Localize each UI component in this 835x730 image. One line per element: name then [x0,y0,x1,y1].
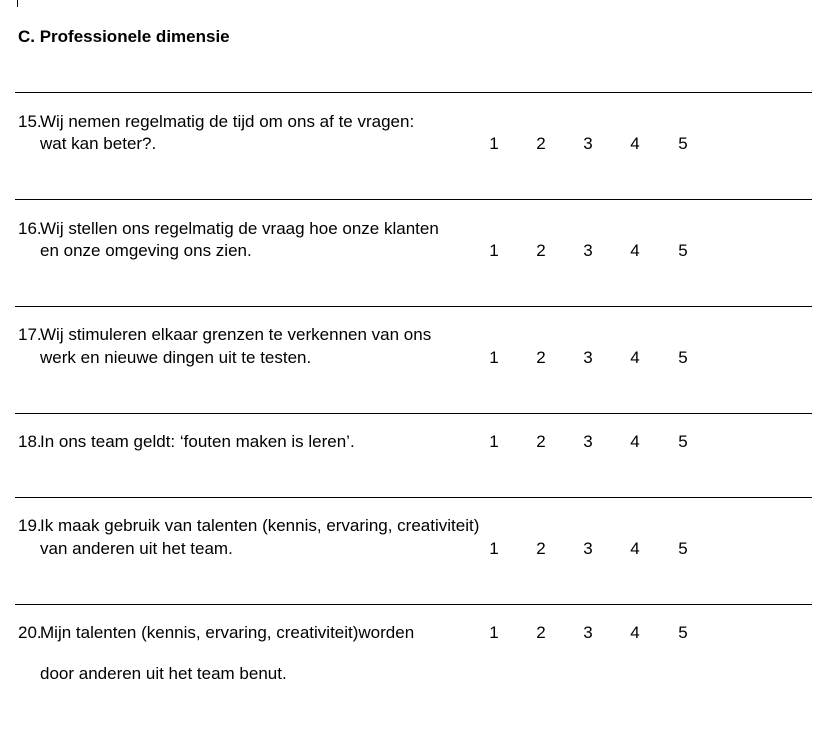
question-text-line2: wat kan beter?. [40,134,157,153]
rating-option-5[interactable]: 5 [678,432,688,451]
divider [15,604,812,605]
text-cursor-mark [17,0,18,7]
question-number: 15. [18,112,42,131]
rating-option-3[interactable]: 3 [583,241,593,260]
rating-option-4[interactable]: 4 [630,623,640,642]
rating-option-1[interactable]: 1 [489,623,499,642]
rating-option-4[interactable]: 4 [630,134,640,153]
question-number: 19. [18,516,42,535]
question-text-line2: van anderen uit het team. [40,539,233,558]
rating-option-3[interactable]: 3 [583,134,593,153]
rating-option-5[interactable]: 5 [678,348,688,367]
section-title: C. Professionele dimensie [18,27,230,46]
rating-option-4[interactable]: 4 [630,241,640,260]
question-text-line1: Mijn talenten (kennis, ervaring, creativiteit)worden [40,623,415,642]
question-text-line1: Wij stellen ons regelmatig de vraag hoe onze klanten [40,219,439,238]
divider [15,497,812,498]
question-text-line2: door anderen uit het team benut. [40,664,287,683]
rating-option-4[interactable]: 4 [630,432,640,451]
rating-option-4[interactable]: 4 [630,539,640,558]
rating-option-5[interactable]: 5 [678,134,688,153]
rating-option-1[interactable]: 1 [489,134,499,153]
rating-option-1[interactable]: 1 [489,348,499,367]
rating-option-2[interactable]: 2 [536,623,546,642]
rating-option-2[interactable]: 2 [536,539,546,558]
question-text-line1: Ik maak gebruik van talenten (kennis, ervaring, creativiteit) [40,516,480,535]
rating-option-5[interactable]: 5 [678,539,688,558]
question-text-line1: Wij nemen regelmatig de tijd om ons af te vragen: [40,112,415,131]
question-number: 18. [18,432,42,451]
question-number: 16. [18,219,42,238]
rating-option-1[interactable]: 1 [489,432,499,451]
question-text-line2: en onze omgeving ons zien. [40,241,252,260]
rating-option-3[interactable]: 3 [583,539,593,558]
rating-option-5[interactable]: 5 [678,241,688,260]
rating-option-1[interactable]: 1 [489,539,499,558]
rating-option-2[interactable]: 2 [536,432,546,451]
rating-option-5[interactable]: 5 [678,623,688,642]
rating-option-2[interactable]: 2 [536,134,546,153]
question-number: 20. [18,623,42,642]
question-text-line1: Wij stimuleren elkaar grenzen te verkennen van ons [40,325,432,344]
rating-option-3[interactable]: 3 [583,432,593,451]
question-number: 17. [18,325,42,344]
divider [15,92,812,93]
rating-option-2[interactable]: 2 [536,241,546,260]
question-text-line1: In ons team geldt: ‘fouten maken is leren’. [40,432,355,451]
rating-option-2[interactable]: 2 [536,348,546,367]
rating-option-4[interactable]: 4 [630,348,640,367]
divider [15,413,812,414]
divider [15,306,812,307]
divider [15,199,812,200]
rating-option-3[interactable]: 3 [583,348,593,367]
question-text-line2: werk en nieuwe dingen uit te testen. [40,348,312,367]
rating-option-1[interactable]: 1 [489,241,499,260]
rating-option-3[interactable]: 3 [583,623,593,642]
